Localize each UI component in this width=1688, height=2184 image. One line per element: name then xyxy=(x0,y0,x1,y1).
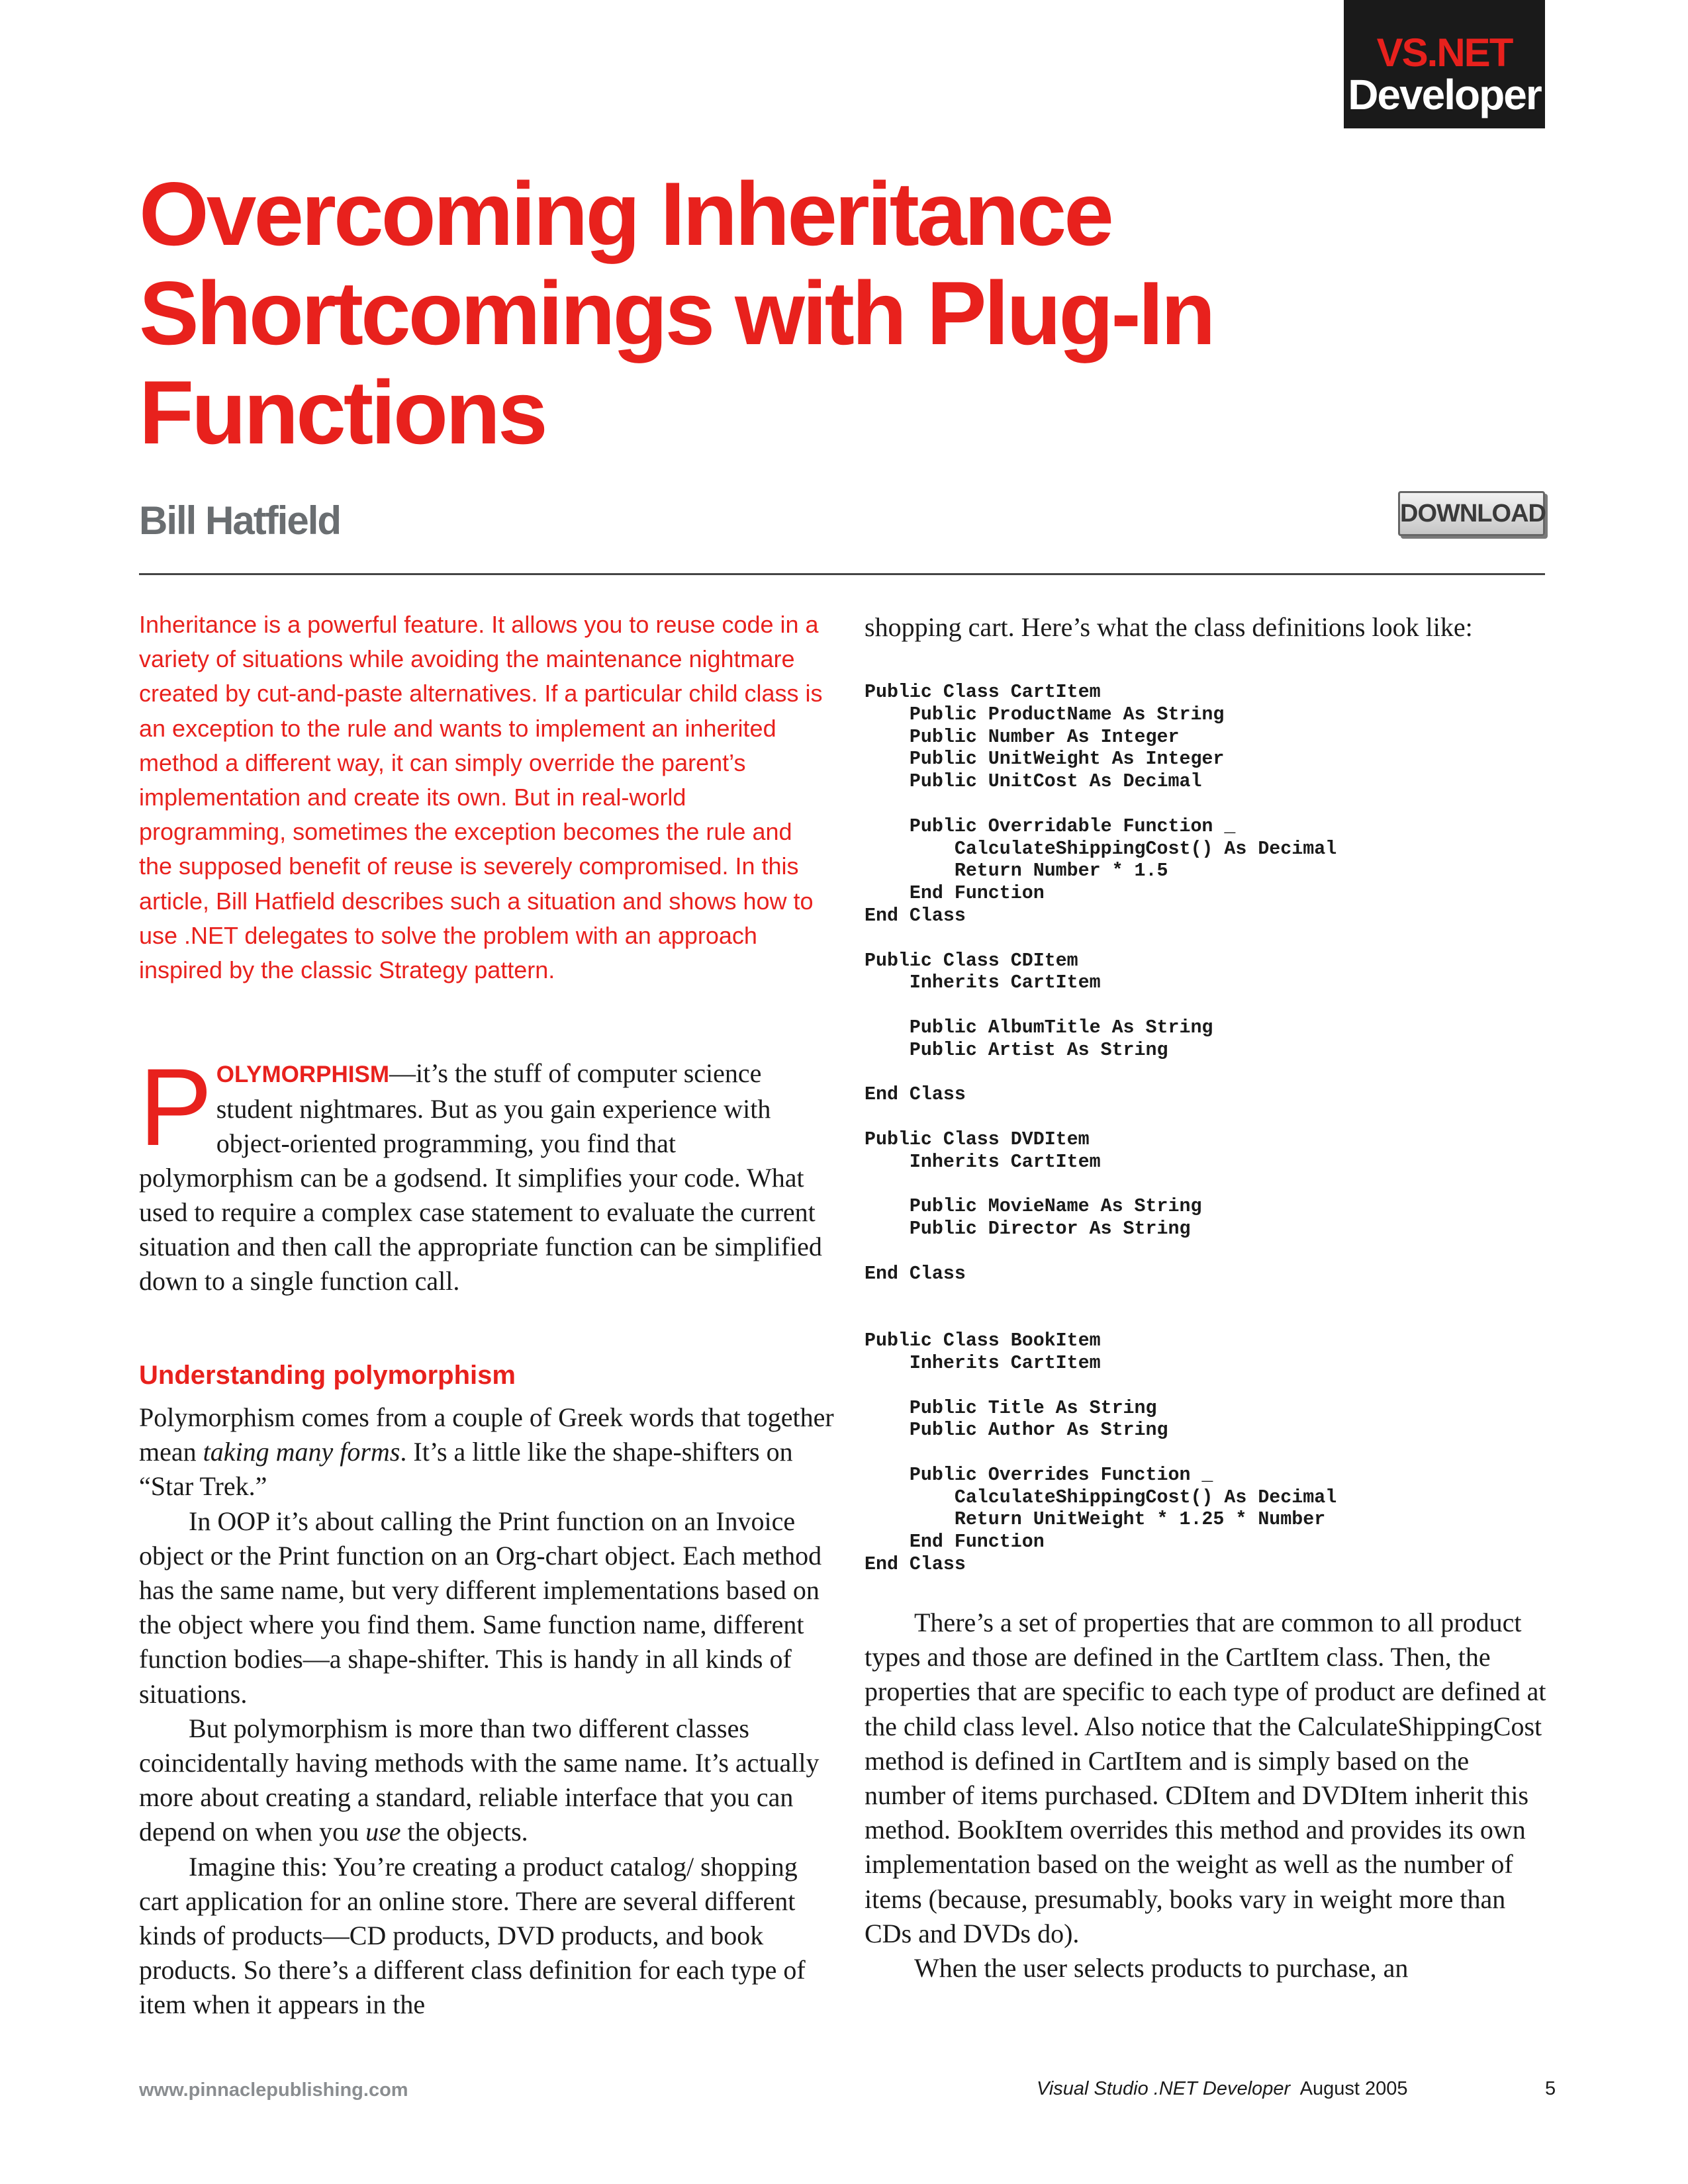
code-listing: Public Class CartItem Public ProductName As String Public Number As Integer Public UnitWeight As Integer Public UnitCost As Decimal Public Overridable Function _ CalculateShippingCost() As Decimal Return Number * 1.5 End Function End Class Public Class CDItem Inherits CartItem Public AlbumTitle As String Public Artist As String End Class Public Class DVDItem Inherits CartItem Public MovieName As String Public Director As String End Class Public Class BookItem Inherits CartItem Public Title As String Public Author As String Public Overrides Function _ CalculateShippingCost() As Decimal Return UnitWeight * 1.25 * Number End Function End Class xyxy=(865,682,1337,1576)
body-paragraph xyxy=(139,1711,835,1850)
lead-text: —it’s the stuff of computer science student nightmares. But as you gain experience with object-oriented programming, you find that polymorphism can be a godsend. It simplifies your code. What used to require a complex case statement to evaluate the current situation and then call the appropriate function can be simplified down to a single function call. xyxy=(139,1058,822,1296)
text-run: . It’s a little like the shape-shifters on “Star Trek.” xyxy=(139,1437,793,1502)
body-paragraph: Imagine this: You’re creating a product catalog/ shopping cart application for an online store. There are several different kinds of products—CD products, DVD products, and book products. So there’s a different class definition for each type of item when it appears in the xyxy=(139,1851,806,2020)
article-title: Overcoming Inheritance Shortcomings with Plug-In Functions xyxy=(139,163,1213,463)
footer-publication xyxy=(1037,2078,1407,2100)
emphasis: use xyxy=(365,1817,401,1847)
lead-paragraph xyxy=(139,1046,834,1298)
page-number: 5 xyxy=(1545,2078,1556,2099)
body-paragraph: When the user selects products to purchase, an xyxy=(914,1953,1409,1983)
logo-line-developer: Developer xyxy=(1348,71,1541,118)
body-paragraph: There’s a set of properties that are common to all product types and those are defined in the CartItem class. Then, the properties that are specific to each type of product are defined at the child class level. Also notice that the CalculateShippingCost method is defined in CartItem and is simply based on the number of items purchased. CDItem and DVDItem inherit this method. BookItem overrides this method and provides its own implementation based on the weight as well as the number of items (because, presumably, books vary in weight more than CDs and DVDs do). xyxy=(865,1608,1546,1948)
download-button[interactable]: DOWNLOAD xyxy=(1398,491,1545,536)
text-run: the objects. xyxy=(400,1817,528,1847)
right-column-lead: shopping cart. Here’s what the class definitions look like: xyxy=(865,612,1473,642)
footer-issue-date: August 2005 xyxy=(1299,2078,1408,2099)
right-column-body xyxy=(865,1606,1553,1985)
body-paragraph xyxy=(139,1400,835,1504)
article-author: Bill Hatfield xyxy=(139,498,341,543)
magazine-logo xyxy=(1344,0,1545,128)
footer-website-link[interactable]: www.pinnaclepublishing.com xyxy=(139,2079,408,2101)
text-run: Polymorphism comes from a couple of Greek words that together mean xyxy=(139,1402,834,1467)
drop-cap: P xyxy=(139,1046,212,1169)
article-abstract: Inheritance is a powerful feature. It allows you to reuse code in a variety of situations while avoiding the maintenance nightmare created by cut-and-paste alternatives. If a particular child class is an exception to the rule and wants to implement an inherited method a different way, it can simply override the parent’s implementation and create its own. But in real-world programming, sometimes the exception becomes the rule and the supposed benefit of reuse is severely compromised. In this article, Bill Hatfield describes such a situation and shows how to use .NET delegates to solve the problem with an approach inspired by the classic Strategy pattern. xyxy=(139,611,823,984)
header-divider xyxy=(139,573,1545,575)
body-paragraph: In OOP it’s about calling the Print function on an Invoice object or the Print function on an Org-chart object. Each method has the same name, but very different implementations based on the object where you find them. Same function name, different function bodies—a shape-shifter. This is handy in all kinds of situations. xyxy=(139,1506,822,1709)
lead-smallcaps: OLYMORPHISM xyxy=(216,1062,389,1087)
logo-line-vsnet: VS.NET xyxy=(1376,30,1513,75)
footer-magazine-name: Visual Studio .NET Developer xyxy=(1037,2078,1291,2099)
left-column-body xyxy=(139,1400,835,2023)
emphasis: taking many forms xyxy=(203,1437,400,1467)
text-run: But polymorphism is more than two different classes coincidentally having methods with the same name. It’s actually more about creating a standard, reliable interface that you can depend on when you xyxy=(139,1713,820,1847)
section-heading: Understanding polymorphism xyxy=(139,1361,516,1390)
